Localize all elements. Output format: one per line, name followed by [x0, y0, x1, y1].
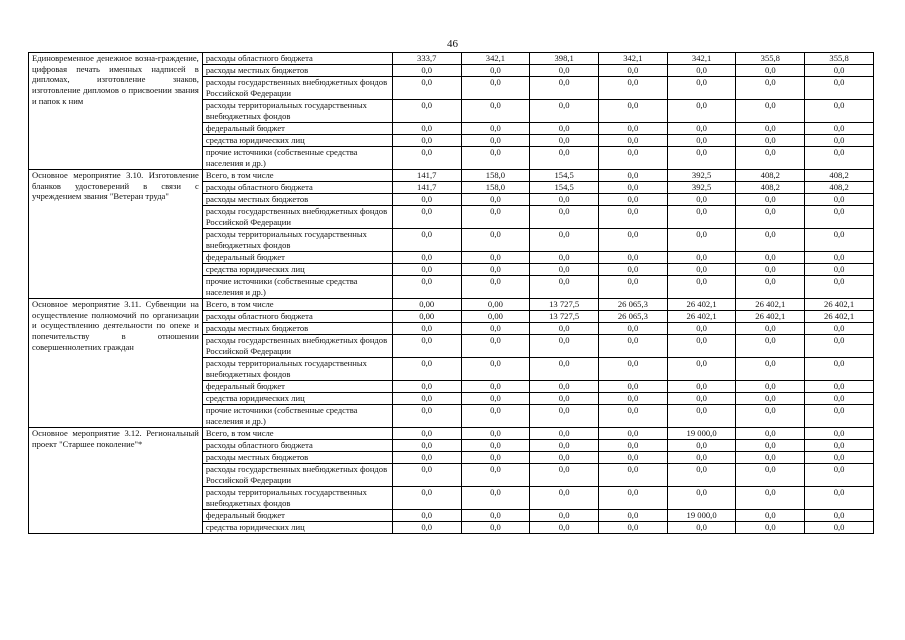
amount-cell: 0,0 [530, 487, 599, 510]
amount-cell: 0,0 [530, 65, 599, 77]
amount-cell: 0,0 [461, 487, 530, 510]
funding-source-cell: Всего, в том числе [202, 428, 392, 440]
amount-cell: 0,0 [805, 510, 874, 522]
amount-cell: 0,0 [461, 276, 530, 299]
amount-cell: 398,1 [530, 53, 599, 65]
amount-cell: 0,0 [667, 323, 736, 335]
amount-cell: 0,0 [667, 123, 736, 135]
event-title-cell: Основное мероприятие 3.10. Изготовление бланков удостоверений в связи с учреждением звания "Ветеран труда" [29, 170, 203, 299]
amount-cell: 0,0 [736, 428, 805, 440]
funding-source-cell: расходы местных бюджетов [202, 194, 392, 206]
amount-cell: 0,0 [461, 206, 530, 229]
table-row [29, 170, 874, 182]
amount-cell: 26 402,1 [805, 299, 874, 311]
amount-cell: 0,0 [599, 428, 668, 440]
amount-cell: 0,0 [599, 464, 668, 487]
amount-cell: 26 065,3 [599, 299, 668, 311]
amount-cell: 0,0 [736, 335, 805, 358]
amount-cell: 0,0 [599, 405, 668, 428]
amount-cell: 26 402,1 [667, 299, 736, 311]
amount-cell: 26 402,1 [805, 311, 874, 323]
amount-cell: 0,0 [392, 452, 461, 464]
amount-cell: 342,1 [599, 53, 668, 65]
amount-cell: 0,0 [530, 100, 599, 123]
amount-cell: 0,0 [392, 229, 461, 252]
amount-cell: 0,0 [530, 393, 599, 405]
amount-cell: 0,0 [667, 381, 736, 393]
amount-cell: 0,0 [736, 487, 805, 510]
amount-cell: 0,0 [461, 464, 530, 487]
amount-cell: 0,0 [392, 206, 461, 229]
amount-cell: 0,0 [599, 123, 668, 135]
amount-cell: 355,8 [736, 53, 805, 65]
funding-source-cell: расходы местных бюджетов [202, 452, 392, 464]
amount-cell: 0,0 [599, 264, 668, 276]
amount-cell: 342,1 [667, 53, 736, 65]
funding-source-cell: средства юридических лиц [202, 264, 392, 276]
amount-cell: 0,00 [461, 311, 530, 323]
amount-cell: 0,0 [736, 522, 805, 534]
amount-cell: 0,0 [392, 510, 461, 522]
amount-cell: 141,7 [392, 182, 461, 194]
amount-cell: 0,0 [805, 276, 874, 299]
amount-cell: 0,0 [392, 487, 461, 510]
amount-cell: 0,0 [392, 135, 461, 147]
funding-source-cell: средства юридических лиц [202, 522, 392, 534]
amount-cell: 0,0 [392, 194, 461, 206]
amount-cell: 0,0 [530, 323, 599, 335]
funding-source-cell: федеральный бюджет [202, 510, 392, 522]
amount-cell: 0,0 [461, 510, 530, 522]
amount-cell: 0,0 [461, 381, 530, 393]
amount-cell: 0,0 [667, 229, 736, 252]
funding-source-cell: расходы государственных внебюджетных фондов Российской Федерации [202, 335, 392, 358]
amount-cell: 0,0 [461, 358, 530, 381]
amount-cell: 0,0 [736, 393, 805, 405]
amount-cell: 26 065,3 [599, 311, 668, 323]
amount-cell: 0,0 [599, 65, 668, 77]
funding-source-cell: средства юридических лиц [202, 393, 392, 405]
amount-cell: 0,0 [736, 123, 805, 135]
funding-source-cell: расходы территориальных государственных внебюджетных фондов [202, 358, 392, 381]
amount-cell: 0,0 [461, 335, 530, 358]
amount-cell: 0,0 [736, 206, 805, 229]
funding-source-cell: Всего, в том числе [202, 299, 392, 311]
amount-cell: 0,0 [805, 229, 874, 252]
amount-cell: 0,0 [530, 229, 599, 252]
amount-cell: 0,0 [736, 264, 805, 276]
amount-cell: 0,0 [599, 335, 668, 358]
amount-cell: 0,0 [461, 100, 530, 123]
amount-cell: 0,0 [599, 135, 668, 147]
amount-cell: 0,0 [805, 428, 874, 440]
amount-cell: 0,0 [530, 147, 599, 170]
amount-cell: 0,0 [461, 135, 530, 147]
amount-cell: 0,0 [530, 335, 599, 358]
amount-cell: 13 727,5 [530, 311, 599, 323]
amount-cell: 0,0 [599, 194, 668, 206]
amount-cell: 0,00 [461, 299, 530, 311]
funding-source-cell: расходы областного бюджета [202, 182, 392, 194]
amount-cell: 0,0 [392, 522, 461, 534]
amount-cell: 0,0 [805, 147, 874, 170]
amount-cell: 0,0 [805, 452, 874, 464]
event-title-cell: Единовременное денежное возна-граждение, цифровая печать именных надписей в дипломах, изготовление знаков, изготовление дипломов о присвоении звания и папок к ним [29, 53, 203, 170]
amount-cell: 0,0 [461, 194, 530, 206]
funding-source-cell: расходы местных бюджетов [202, 65, 392, 77]
amount-cell: 0,0 [736, 510, 805, 522]
amount-cell: 0,0 [805, 335, 874, 358]
amount-cell: 0,0 [530, 440, 599, 452]
amount-cell: 0,0 [599, 510, 668, 522]
funding-source-cell: расходы областного бюджета [202, 440, 392, 452]
amount-cell: 0,0 [805, 487, 874, 510]
amount-cell: 0,0 [599, 77, 668, 100]
amount-cell: 0,0 [736, 276, 805, 299]
page-number: 46 [447, 38, 458, 50]
amount-cell: 0,0 [667, 264, 736, 276]
amount-cell: 342,1 [461, 53, 530, 65]
amount-cell: 0,0 [461, 252, 530, 264]
amount-cell: 0,0 [461, 522, 530, 534]
amount-cell: 392,5 [667, 170, 736, 182]
amount-cell: 0,0 [736, 405, 805, 428]
amount-cell: 0,0 [461, 428, 530, 440]
amount-cell: 408,2 [736, 182, 805, 194]
amount-cell: 0,0 [461, 405, 530, 428]
amount-cell: 0,0 [461, 323, 530, 335]
amount-cell: 0,0 [599, 522, 668, 534]
amount-cell: 0,00 [392, 299, 461, 311]
budget-table [28, 52, 874, 534]
amount-cell: 0,0 [805, 264, 874, 276]
amount-cell: 0,0 [392, 335, 461, 358]
amount-cell: 0,0 [805, 381, 874, 393]
amount-cell: 0,0 [599, 100, 668, 123]
amount-cell: 0,0 [667, 405, 736, 428]
amount-cell: 154,5 [530, 182, 599, 194]
amount-cell: 0,0 [530, 428, 599, 440]
amount-cell: 0,0 [667, 522, 736, 534]
amount-cell: 0,0 [392, 440, 461, 452]
amount-cell: 0,0 [667, 206, 736, 229]
amount-cell: 0,0 [392, 381, 461, 393]
amount-cell: 0,0 [667, 135, 736, 147]
amount-cell: 0,0 [599, 452, 668, 464]
amount-cell: 0,0 [392, 264, 461, 276]
amount-cell: 0,0 [530, 381, 599, 393]
amount-cell: 0,0 [667, 100, 736, 123]
amount-cell: 0,0 [805, 135, 874, 147]
amount-cell: 0,0 [736, 358, 805, 381]
amount-cell: 0,0 [667, 194, 736, 206]
amount-cell: 0,0 [392, 77, 461, 100]
amount-cell: 0,0 [736, 65, 805, 77]
amount-cell: 0,0 [805, 440, 874, 452]
amount-cell: 0,0 [392, 428, 461, 440]
amount-cell: 0,0 [667, 452, 736, 464]
amount-cell: 0,0 [392, 323, 461, 335]
amount-cell: 26 402,1 [736, 311, 805, 323]
funding-source-cell: федеральный бюджет [202, 252, 392, 264]
funding-source-cell: расходы областного бюджета [202, 53, 392, 65]
amount-cell: 0,0 [599, 252, 668, 264]
amount-cell: 0,0 [530, 522, 599, 534]
amount-cell: 0,0 [736, 252, 805, 264]
amount-cell: 0,0 [805, 393, 874, 405]
table-row [29, 428, 874, 440]
amount-cell: 0,0 [736, 100, 805, 123]
amount-cell: 0,00 [392, 311, 461, 323]
funding-source-cell: расходы областного бюджета [202, 311, 392, 323]
amount-cell: 0,0 [667, 393, 736, 405]
amount-cell: 0,0 [392, 464, 461, 487]
amount-cell: 0,0 [736, 147, 805, 170]
funding-source-cell: расходы территориальных государственных внебюджетных фондов [202, 100, 392, 123]
amount-cell: 0,0 [805, 123, 874, 135]
amount-cell: 333,7 [392, 53, 461, 65]
funding-source-cell: средства юридических лиц [202, 135, 392, 147]
amount-cell: 0,0 [667, 77, 736, 100]
amount-cell: 0,0 [530, 206, 599, 229]
funding-source-cell: расходы государственных внебюджетных фондов Российской Федерации [202, 464, 392, 487]
amount-cell: 355,8 [805, 53, 874, 65]
amount-cell: 0,0 [805, 252, 874, 264]
funding-source-cell: расходы местных бюджетов [202, 323, 392, 335]
amount-cell: 0,0 [461, 264, 530, 276]
amount-cell: 0,0 [667, 464, 736, 487]
event-title-cell: Основное мероприятие 3.11. Субвенции на осуществление полномочий по организации и осуществлению деятельности по опеке и попечительству в отношении совершеннолетних граждан [29, 299, 203, 428]
amount-cell: 0,0 [392, 100, 461, 123]
amount-cell: 0,0 [667, 440, 736, 452]
amount-cell: 392,5 [667, 182, 736, 194]
funding-source-cell: федеральный бюджет [202, 123, 392, 135]
amount-cell: 0,0 [736, 381, 805, 393]
amount-cell: 0,0 [805, 65, 874, 77]
amount-cell: 0,0 [530, 123, 599, 135]
amount-cell: 0,0 [530, 194, 599, 206]
amount-cell: 0,0 [461, 440, 530, 452]
amount-cell: 0,0 [736, 440, 805, 452]
amount-cell: 408,2 [805, 182, 874, 194]
amount-cell: 0,0 [392, 147, 461, 170]
amount-cell: 19 000,0 [667, 510, 736, 522]
funding-source-cell: расходы государственных внебюджетных фондов Российской Федерации [202, 206, 392, 229]
amount-cell: 0,0 [530, 358, 599, 381]
amount-cell: 158,0 [461, 170, 530, 182]
amount-cell: 0,0 [599, 147, 668, 170]
amount-cell: 408,2 [805, 170, 874, 182]
funding-source-cell: прочие источники (собственные средства населения и др.) [202, 147, 392, 170]
amount-cell: 0,0 [736, 323, 805, 335]
funding-source-cell: расходы государственных внебюджетных фондов Российской Федерации [202, 77, 392, 100]
amount-cell: 0,0 [599, 358, 668, 381]
funding-source-cell: Всего, в том числе [202, 170, 392, 182]
amount-cell: 0,0 [805, 358, 874, 381]
funding-source-cell: расходы территориальных государственных внебюджетных фондов [202, 487, 392, 510]
amount-cell: 0,0 [667, 147, 736, 170]
amount-cell: 0,0 [599, 487, 668, 510]
amount-cell: 0,0 [599, 381, 668, 393]
amount-cell: 0,0 [599, 206, 668, 229]
amount-cell: 0,0 [530, 135, 599, 147]
amount-cell: 0,0 [736, 452, 805, 464]
amount-cell: 0,0 [599, 229, 668, 252]
amount-cell: 0,0 [530, 264, 599, 276]
amount-cell: 0,0 [667, 358, 736, 381]
amount-cell: 0,0 [736, 194, 805, 206]
amount-cell: 0,0 [667, 65, 736, 77]
amount-cell: 0,0 [599, 393, 668, 405]
amount-cell: 154,5 [530, 170, 599, 182]
amount-cell: 158,0 [461, 182, 530, 194]
amount-cell: 0,0 [736, 464, 805, 487]
amount-cell: 0,0 [805, 464, 874, 487]
amount-cell: 19 000,0 [667, 428, 736, 440]
amount-cell: 0,0 [805, 194, 874, 206]
table-row [29, 299, 874, 311]
amount-cell: 0,0 [599, 170, 668, 182]
amount-cell: 0,0 [530, 405, 599, 428]
amount-cell: 0,0 [461, 393, 530, 405]
amount-cell: 0,0 [736, 77, 805, 100]
amount-cell: 0,0 [805, 100, 874, 123]
funding-source-cell: прочие источники (собственные средства населения и др.) [202, 276, 392, 299]
amount-cell: 0,0 [667, 276, 736, 299]
amount-cell: 0,0 [530, 452, 599, 464]
amount-cell: 0,0 [805, 77, 874, 100]
amount-cell: 0,0 [667, 335, 736, 358]
amount-cell: 0,0 [392, 65, 461, 77]
amount-cell: 26 402,1 [667, 311, 736, 323]
amount-cell: 0,0 [392, 123, 461, 135]
amount-cell: 0,0 [461, 147, 530, 170]
amount-cell: 0,0 [461, 452, 530, 464]
amount-cell: 0,0 [392, 405, 461, 428]
funding-source-cell: прочие источники (собственные средства населения и др.) [202, 405, 392, 428]
amount-cell: 0,0 [530, 510, 599, 522]
amount-cell: 0,0 [392, 276, 461, 299]
amount-cell: 0,0 [599, 276, 668, 299]
amount-cell: 13 727,5 [530, 299, 599, 311]
event-title-cell: Основное мероприятие 3.12. Региональный проект "Старшее поколение"* [29, 428, 203, 534]
amount-cell: 0,0 [392, 358, 461, 381]
amount-cell: 0,0 [805, 522, 874, 534]
funding-source-cell: расходы территориальных государственных внебюджетных фондов [202, 229, 392, 252]
amount-cell: 0,0 [530, 276, 599, 299]
amount-cell: 0,0 [805, 405, 874, 428]
amount-cell: 0,0 [461, 123, 530, 135]
amount-cell: 408,2 [736, 170, 805, 182]
amount-cell: 0,0 [599, 440, 668, 452]
amount-cell: 0,0 [667, 487, 736, 510]
amount-cell: 0,0 [805, 323, 874, 335]
amount-cell: 0,0 [736, 229, 805, 252]
amount-cell: 141,7 [392, 170, 461, 182]
amount-cell: 0,0 [599, 182, 668, 194]
amount-cell: 0,0 [461, 229, 530, 252]
amount-cell: 0,0 [461, 77, 530, 100]
amount-cell: 0,0 [599, 323, 668, 335]
table-row [29, 53, 874, 65]
amount-cell: 0,0 [392, 393, 461, 405]
amount-cell: 0,0 [530, 464, 599, 487]
amount-cell: 0,0 [530, 252, 599, 264]
funding-source-cell: федеральный бюджет [202, 381, 392, 393]
amount-cell: 0,0 [667, 252, 736, 264]
amount-cell: 0,0 [530, 77, 599, 100]
amount-cell: 26 402,1 [736, 299, 805, 311]
amount-cell: 0,0 [736, 135, 805, 147]
amount-cell: 0,0 [392, 252, 461, 264]
amount-cell: 0,0 [461, 65, 530, 77]
amount-cell: 0,0 [805, 206, 874, 229]
